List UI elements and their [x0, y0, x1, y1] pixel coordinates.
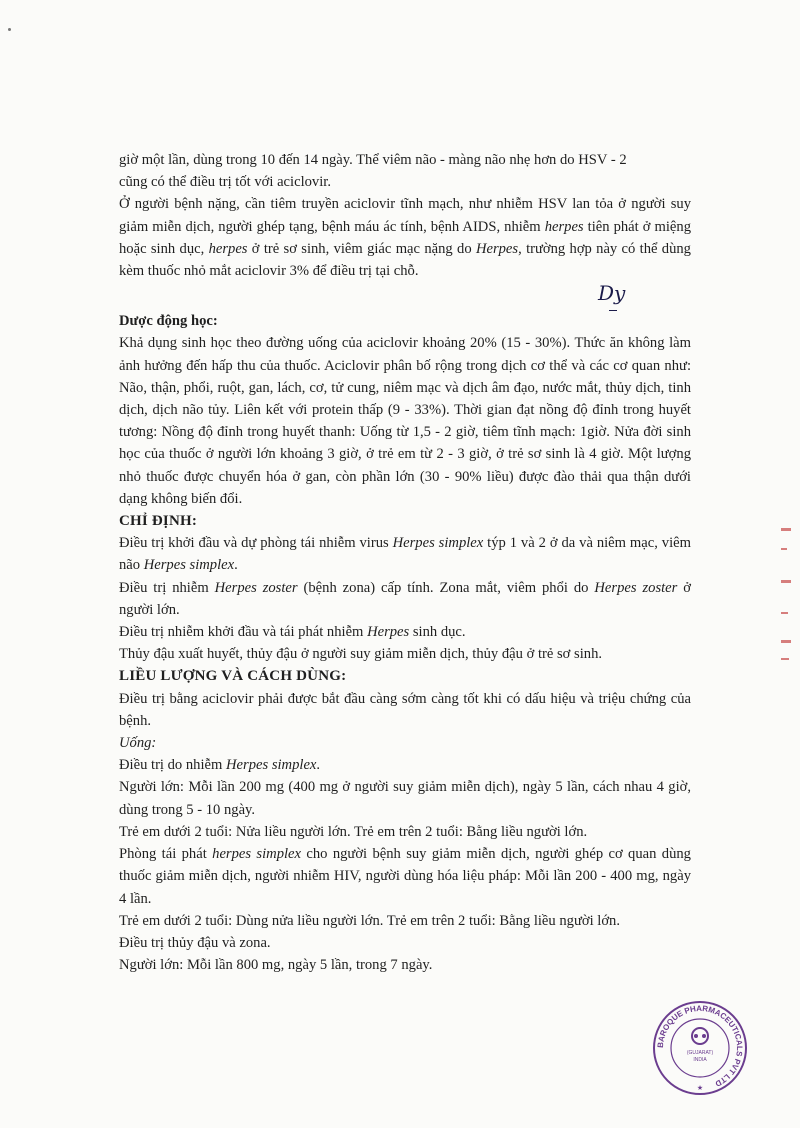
handwritten-dash [609, 310, 617, 311]
indication-2: Điều trị nhiễm Herpes zoster (bệnh zona) cấp tính. Zona mắt, viêm phổi do Herpes zoster ở người lớn. [119, 579, 691, 618]
child-dose-2: Trẻ em dưới 2 tuổi: Dùng nửa liều người lớn. Trẻ em trên 2 tuổi: Bằng liều người lớn. [119, 912, 620, 929]
edge-stamp-mark [781, 612, 788, 614]
seal-star: ★ [696, 1084, 704, 1092]
dosage-intro: Điều trị bằng aciclovir phải được bắt đầu càng sớm càng tốt khi có dấu hiệu và triệu chứng của bệnh. [119, 690, 691, 729]
child-dose: Trẻ em dưới 2 tuổi: Nửa liều người lớn. Trẻ em trên 2 tuổi: Bằng liều người lớn. [119, 823, 588, 840]
edge-stamp-mark [781, 528, 791, 531]
indication-4: Thủy đậu xuất huyết, thủy đậu ở người suy giảm miễn dịch, thủy đậu ở trẻ sơ sinh. [119, 646, 603, 663]
edge-stamp-mark [781, 640, 791, 643]
adult-dose: Người lớn: Mỗi lần 200 mg (400 mg ở người suy giảm miễn dịch), ngày 5 lần, cách nhau 4 giờ, dùng trong 5 - 10 ngày. [119, 779, 691, 818]
indications-heading: CHỈ ĐỊNH: [119, 513, 198, 530]
svg-text:BAROQUE PHARMACEUTICALS PVT LT [656, 1004, 744, 1088]
company-seal [652, 1000, 748, 1096]
prevention-dose: Phòng tái phát herpes simplex cho người bệnh suy giảm miễn dịch, người ghép cơ quan dùng thuốc giảm miễn dịch, người nhiễm HIV, người dùng hóa liệu pháp: Mỗi lần 200 - 400 mg, ngày 4 lần. [119, 846, 691, 907]
indication-1: Điều trị khởi đầu và dự phòng tái nhiễm virus Herpes simplex týp 1 và 2 ở da và niêm mạc, viêm não Herpes simplex. [119, 535, 691, 574]
handwritten-initials: Dy [598, 281, 626, 305]
pharmacokinetics-heading: Dược động học: [119, 313, 218, 330]
adult-dose-2: Người lớn: Mỗi lần 800 mg, ngày 5 lần, trong 7 ngày. [119, 957, 433, 974]
scan-speck [8, 28, 11, 31]
seal-state: (GUJARAT) [686, 1050, 714, 1056]
pharmacokinetics-body: Khả dụng sinh học theo đường uống của aciclovir khoảng 20% (15 - 30%). Thức ăn không làm ảnh hưởng đến hấp thu của thuốc. Aciclovir phân bố rộng trong dịch cơ thể và các cơ quan như: Não, thận, phổi, ruột, gan, lách, cơ, tử cung, niêm mạc và dịch âm đạo, nước mắt, thủy dịch, tinh dịch, dịch não tủy. Liên kết với protein thấp (9 - 33%). Thời gian đạt nồng độ đỉnh trong huyết tương: Nồng độ đỉnh trong huyết thanh: Uống từ 1,5 - 2 giờ, tiêm tĩnh mạch: 1giờ. Nửa đời sinh học của thuốc ở người lớn khoảng 3 giờ, ở trẻ em từ 2 - 3 giờ, ở trẻ sơ sinh là 4 giờ. Một lượng nhỏ thuốc được chuyển hóa ở gan, còn phần lớn (30 - 90% liều) được đào thải qua thận dưới dạng không biến đổi. [119, 335, 691, 507]
edge-stamp-mark [781, 658, 789, 660]
intro-paragraph [119, 149, 691, 193]
dosage-heading: LIỀU LƯỢNG VÀ CÁCH DÙNG: [119, 668, 347, 685]
intro-line-1: giờ một lần, dùng trong 10 đến 14 ngày. Thể viêm não - màng não nhẹ hơn do HSV - 2 [119, 152, 627, 168]
oral-label: Uống: [119, 735, 157, 752]
edge-stamp-mark [781, 580, 791, 583]
severe-case-paragraph: Ở người bệnh nặng, cần tiêm truyền aciclovir tĩnh mạch, như nhiễm HSV lan tỏa ở người suy giảm miễn dịch, người ghép tạng, bệnh máu ác tính, bệnh AIDS, nhiễm herpes tiên phát ở miệng hoặc sinh dục, herpes ở trẻ sơ sinh, viêm giác mạc nặng do Herpes, trường hợp này có thể dùng kèm thuốc nhỏ mắt aciclovir 3% để điều trị tại chỗ. [119, 196, 691, 280]
document-body [119, 149, 691, 976]
simplex-treatment: Điều trị do nhiễm Herpes simplex. [119, 757, 321, 774]
varicella-treatment: Điều trị thủy đậu và zona. [119, 934, 271, 951]
indication-3: Điều trị nhiễm khởi đầu và tái phát nhiễm Herpes sinh dục. [119, 624, 466, 641]
seal-outer-text: BAROQUE PHARMACEUTICALS PVT LTD [655, 1003, 745, 1089]
seal-country: INDIA [693, 1057, 707, 1063]
intro-line-2: cũng có thể điều trị tốt với aciclovir. [119, 174, 331, 191]
edge-stamp-mark [781, 548, 787, 550]
